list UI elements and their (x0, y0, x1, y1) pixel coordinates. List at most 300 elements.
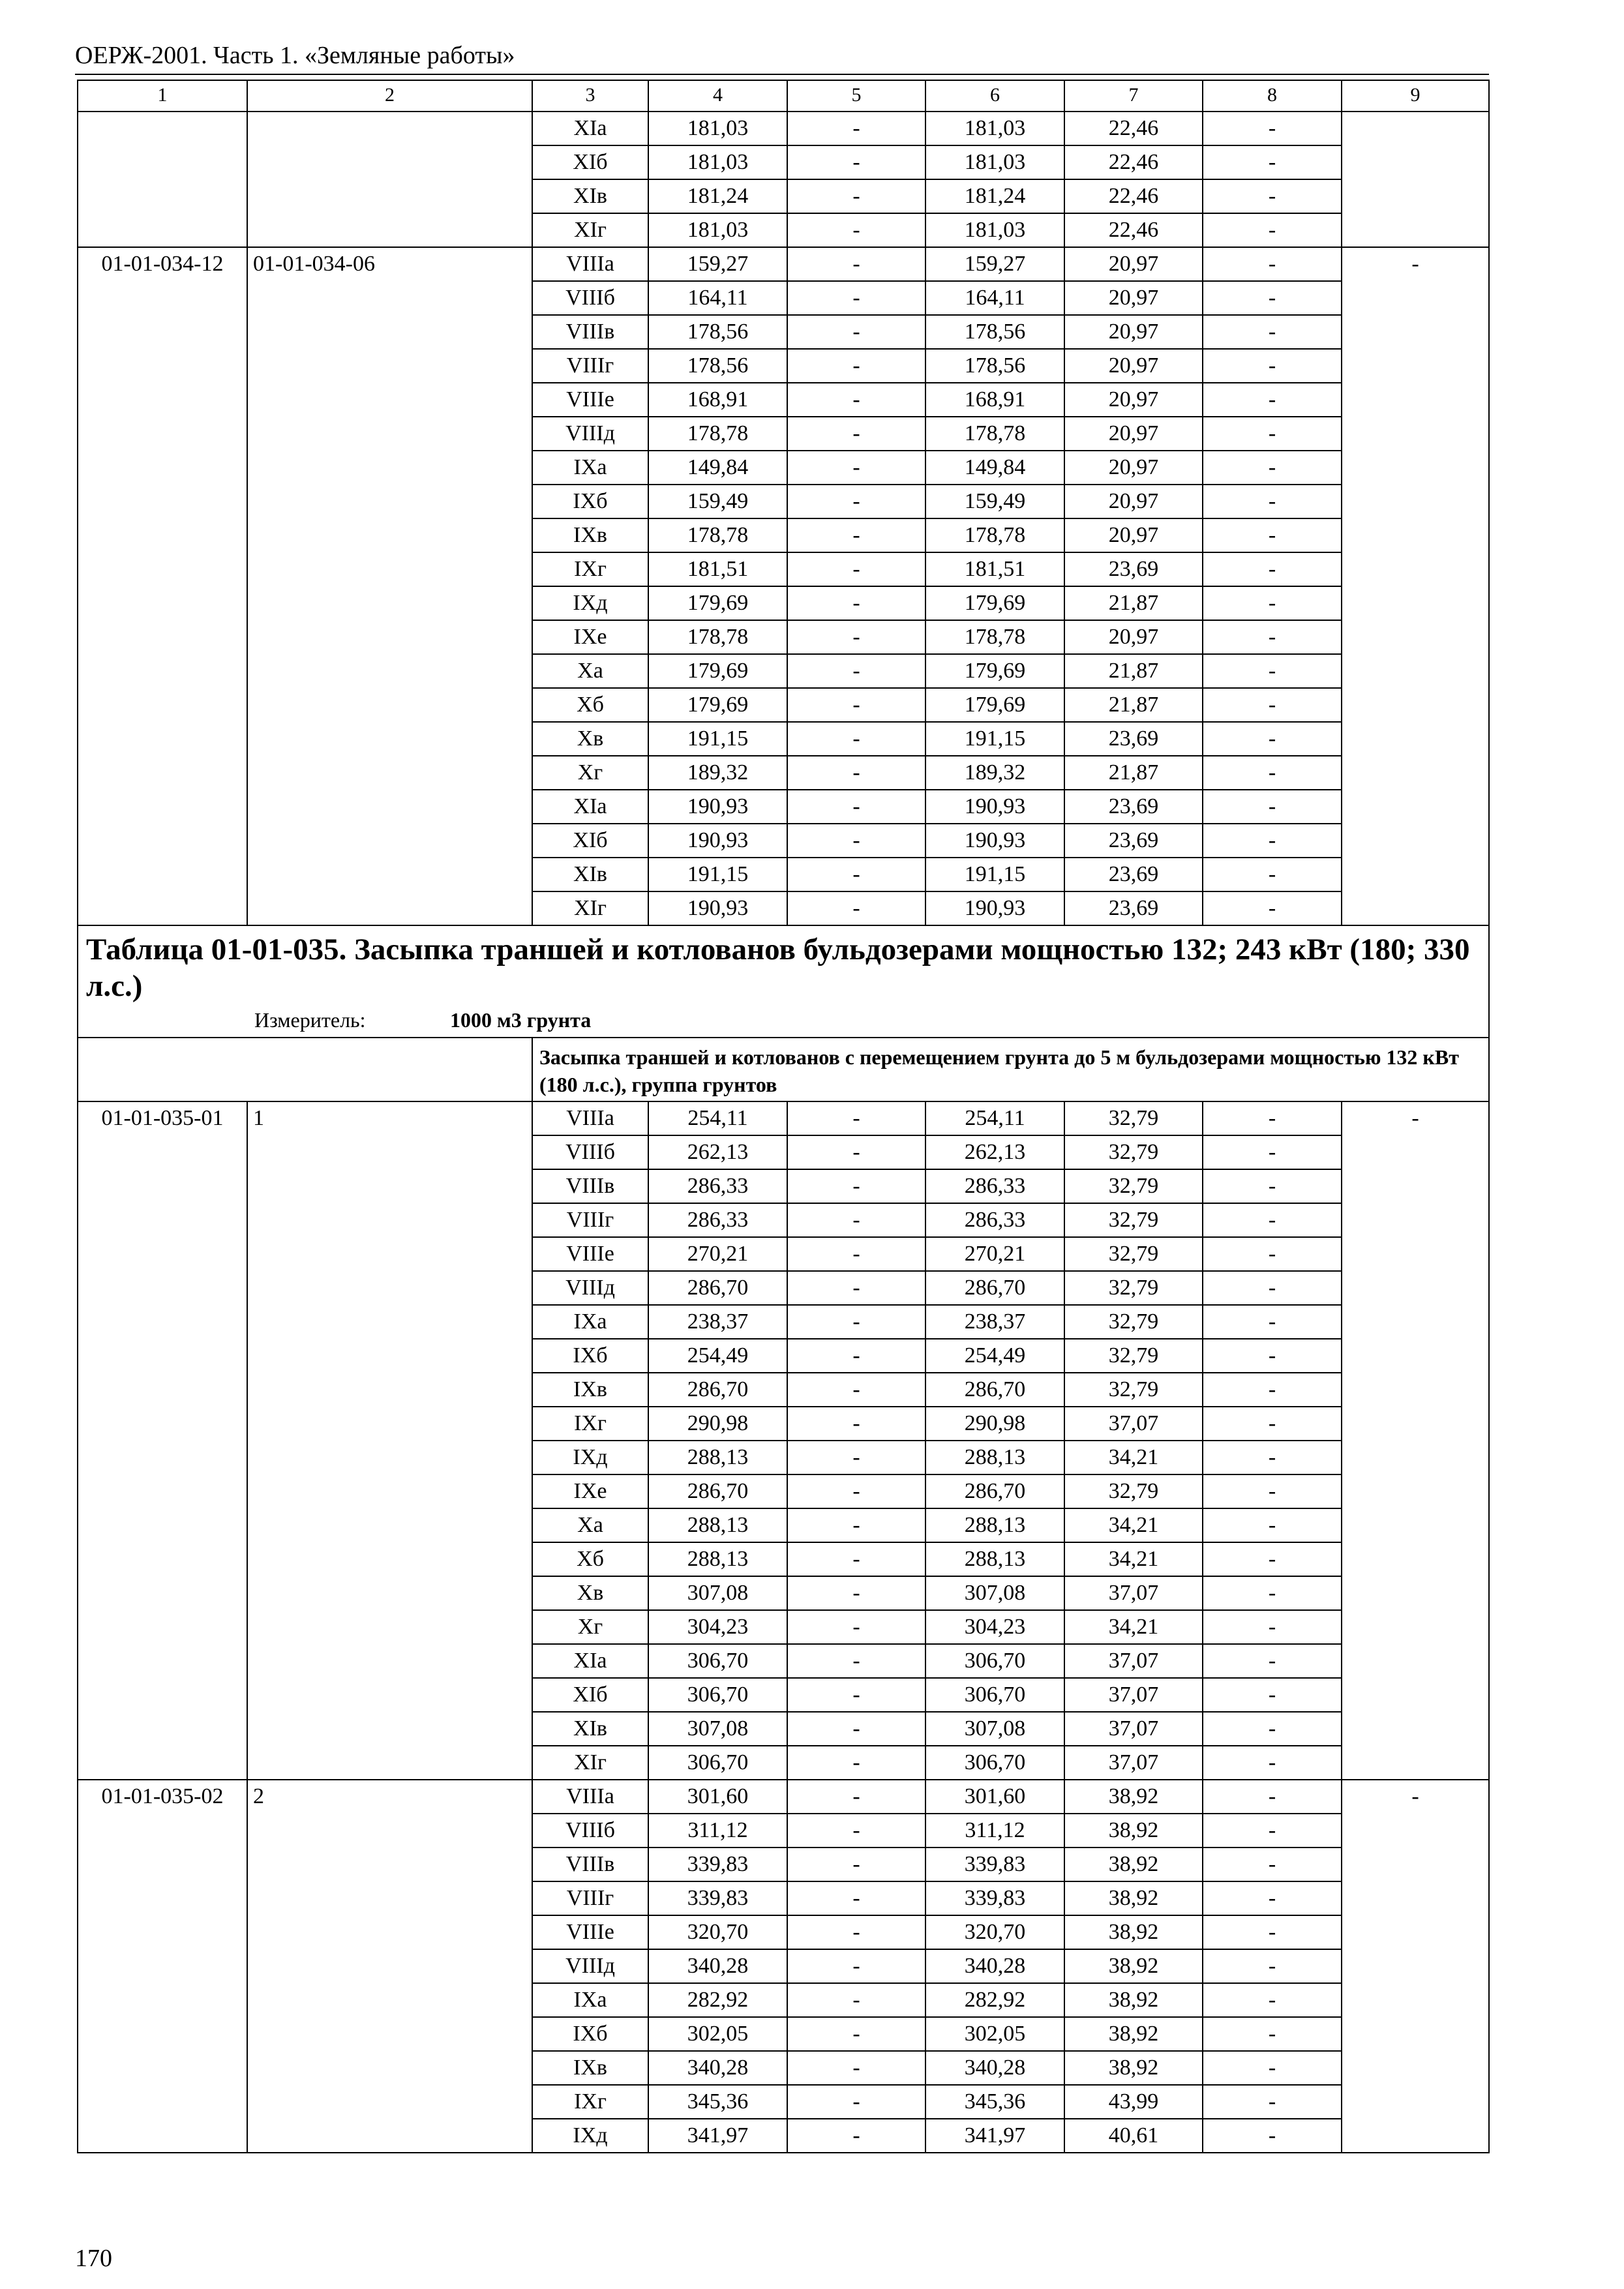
soil-group-cell: XIб (532, 824, 648, 858)
value-cell: - (1203, 1407, 1342, 1441)
value-cell: - (787, 688, 925, 722)
value-cell: - (1203, 417, 1342, 451)
column-number: 4 (648, 80, 787, 112)
column-9-cell: - (1342, 1780, 1489, 2153)
soil-group-cell: IXе (532, 1474, 648, 1508)
soil-group-cell: IXб (532, 2017, 648, 2051)
value-cell: 159,27 (648, 247, 787, 281)
value-cell: 38,92 (1064, 1848, 1203, 1881)
value-cell: 301,60 (925, 1780, 1064, 1814)
value-cell: 37,07 (1064, 1712, 1203, 1746)
soil-group-cell: Xг (532, 1610, 648, 1644)
value-cell: 254,49 (925, 1339, 1064, 1373)
value-cell: 159,27 (925, 247, 1064, 281)
value-cell: 190,93 (648, 824, 787, 858)
value-cell: 189,32 (925, 756, 1064, 790)
value-cell: - (1203, 756, 1342, 790)
value-cell: 341,97 (648, 2119, 787, 2153)
value-cell: - (787, 1339, 925, 1373)
value-cell: - (1203, 1949, 1342, 1983)
reference-cell: 2 (247, 1780, 532, 2153)
value-cell: 20,97 (1064, 417, 1203, 451)
value-cell: - (787, 858, 925, 891)
value-cell: - (787, 1915, 925, 1949)
header-rule (75, 74, 1489, 75)
value-cell: 38,92 (1064, 1949, 1203, 1983)
soil-group-cell: XIв (532, 858, 648, 891)
soil-group-cell: XIа (532, 1644, 648, 1678)
value-cell: 159,49 (925, 485, 1064, 518)
value-cell: 178,78 (925, 518, 1064, 552)
value-cell: 286,70 (925, 1474, 1064, 1508)
value-cell: 181,24 (648, 179, 787, 213)
value-cell: - (1203, 1203, 1342, 1237)
column-9-cell: - (1342, 247, 1489, 925)
value-cell: 178,56 (648, 349, 787, 383)
value-cell: 149,84 (925, 451, 1064, 485)
column-9-cell (1342, 112, 1489, 247)
value-cell: 254,11 (925, 1101, 1064, 1135)
value-cell: 168,91 (925, 383, 1064, 417)
value-cell: - (1203, 1542, 1342, 1576)
value-cell: 307,08 (925, 1712, 1064, 1746)
value-cell: 288,13 (925, 1508, 1064, 1542)
soil-group-cell: IXа (532, 1983, 648, 2017)
value-cell: 20,97 (1064, 485, 1203, 518)
soil-group-cell: VIIIе (532, 1915, 648, 1949)
value-cell: - (1203, 2051, 1342, 2085)
value-cell: - (787, 654, 925, 688)
soil-group-cell: VIIIб (532, 1814, 648, 1848)
column-number: 5 (787, 80, 925, 112)
value-cell: 286,70 (925, 1271, 1064, 1305)
value-cell: 288,13 (648, 1441, 787, 1474)
value-cell: - (787, 1441, 925, 1474)
value-cell: - (787, 451, 925, 485)
value-cell: - (1203, 1780, 1342, 1814)
value-cell: 307,08 (648, 1712, 787, 1746)
value-cell: - (1203, 281, 1342, 315)
value-cell: 341,97 (925, 2119, 1064, 2153)
value-cell: 38,92 (1064, 1915, 1203, 1949)
value-cell: 286,33 (925, 1203, 1064, 1237)
soil-group-cell: IXб (532, 1339, 648, 1373)
soil-group-cell: IXд (532, 586, 648, 620)
value-cell: 190,93 (648, 891, 787, 925)
value-cell: - (1203, 1983, 1342, 2017)
value-cell: - (1203, 1746, 1342, 1780)
value-cell: - (787, 824, 925, 858)
value-cell: 20,97 (1064, 247, 1203, 281)
value-cell: 178,78 (648, 518, 787, 552)
rates-table (77, 80, 1490, 2153)
value-cell: 43,99 (1064, 2085, 1203, 2119)
soil-group-cell: VIIIг (532, 1203, 648, 1237)
rate-code-cell: 01-01-035-02 (78, 1780, 247, 2153)
value-cell: 32,79 (1064, 1101, 1203, 1135)
value-cell: 22,46 (1064, 213, 1203, 247)
value-cell: - (1203, 1474, 1342, 1508)
value-cell: 181,24 (925, 179, 1064, 213)
value-cell: - (1203, 383, 1342, 417)
value-cell: - (787, 145, 925, 179)
value-cell: 340,28 (925, 2051, 1064, 2085)
value-cell: 20,97 (1064, 315, 1203, 349)
value-cell: - (787, 383, 925, 417)
table-body (78, 80, 1489, 2153)
soil-group-cell: IXа (532, 1305, 648, 1339)
value-cell: 302,05 (648, 2017, 787, 2051)
value-cell: 22,46 (1064, 112, 1203, 145)
soil-group-cell: Xв (532, 722, 648, 756)
value-cell: - (1203, 518, 1342, 552)
value-cell: - (787, 1305, 925, 1339)
value-cell: - (787, 1610, 925, 1644)
value-cell: - (787, 756, 925, 790)
value-cell: 301,60 (648, 1780, 787, 1814)
value-cell: 286,70 (648, 1373, 787, 1407)
value-cell: 37,07 (1064, 1407, 1203, 1441)
value-cell: 23,69 (1064, 824, 1203, 858)
soil-group-cell: IXг (532, 1407, 648, 1441)
value-cell: - (1203, 654, 1342, 688)
unit-of-measure (86, 1004, 1481, 1034)
soil-group-cell: Xб (532, 688, 648, 722)
value-cell: - (1203, 552, 1342, 586)
value-cell: - (1203, 1814, 1342, 1848)
value-cell: - (787, 1135, 925, 1169)
value-cell: 40,61 (1064, 2119, 1203, 2153)
value-cell: 189,32 (648, 756, 787, 790)
soil-group-cell: XIв (532, 1712, 648, 1746)
value-cell: 181,03 (648, 112, 787, 145)
value-cell: 340,28 (648, 2051, 787, 2085)
value-cell: 159,49 (648, 485, 787, 518)
soil-group-cell: VIIIе (532, 1237, 648, 1271)
value-cell: 181,51 (648, 552, 787, 586)
page-number: 170 (75, 2245, 112, 2272)
soil-group-cell: VIIIд (532, 1949, 648, 1983)
value-cell: - (1203, 722, 1342, 756)
value-cell: - (1203, 1881, 1342, 1915)
value-cell: - (1203, 179, 1342, 213)
value-cell: 286,33 (648, 1169, 787, 1203)
value-cell: 270,21 (648, 1237, 787, 1271)
value-cell: 21,87 (1064, 654, 1203, 688)
value-cell: 254,49 (648, 1339, 787, 1373)
table-title-cell (78, 925, 1489, 1038)
value-cell: - (787, 1508, 925, 1542)
value-cell: - (1203, 688, 1342, 722)
soil-group-cell: VIIIг (532, 349, 648, 383)
value-cell: 286,70 (925, 1373, 1064, 1407)
value-cell: - (787, 2017, 925, 2051)
table-title: Таблица 01-01-035. Засыпка траншей и котлованов бульдозерами мощностью 132; 243 кВт (180; 330 л.с.) (86, 933, 1470, 1003)
value-cell: - (1203, 790, 1342, 824)
value-cell: - (1203, 1678, 1342, 1712)
reference-cell: 1 (247, 1101, 532, 1780)
value-cell: 20,97 (1064, 518, 1203, 552)
value-cell: - (1203, 1101, 1342, 1135)
value-cell: 190,93 (925, 790, 1064, 824)
table-row (78, 1780, 1489, 1814)
value-cell: 181,03 (648, 213, 787, 247)
value-cell: 179,69 (925, 586, 1064, 620)
soil-group-cell: IXа (532, 451, 648, 485)
column-number: 9 (1342, 80, 1489, 112)
value-cell: - (1203, 620, 1342, 654)
soil-group-cell: VIIIд (532, 417, 648, 451)
value-cell: - (787, 1169, 925, 1203)
soil-group-cell: Xв (532, 1576, 648, 1610)
soil-group-cell: VIIIа (532, 1101, 648, 1135)
value-cell: 306,70 (648, 1746, 787, 1780)
value-cell: 149,84 (648, 451, 787, 485)
value-cell: - (1203, 349, 1342, 383)
value-cell: 339,83 (648, 1881, 787, 1915)
soil-group-cell: VIIIа (532, 1780, 648, 1814)
value-cell: 23,69 (1064, 552, 1203, 586)
value-cell: 164,11 (925, 281, 1064, 315)
value-cell: 23,69 (1064, 722, 1203, 756)
table-row (78, 112, 1489, 145)
value-cell: 307,08 (648, 1576, 787, 1610)
soil-group-cell: IXг (532, 552, 648, 586)
value-cell: - (1203, 1915, 1342, 1949)
running-header: ОЕРЖ-2001. Часть 1. «Земляные работы» (75, 42, 515, 69)
value-cell: 181,03 (925, 145, 1064, 179)
value-cell: - (787, 1644, 925, 1678)
value-cell: - (1203, 451, 1342, 485)
value-cell: - (787, 790, 925, 824)
value-cell: 32,79 (1064, 1474, 1203, 1508)
value-cell: 340,28 (648, 1949, 787, 1983)
value-cell: 320,70 (648, 1915, 787, 1949)
value-cell: - (1203, 586, 1342, 620)
value-cell: 38,92 (1064, 1814, 1203, 1848)
value-cell: - (1203, 112, 1342, 145)
value-cell: - (787, 518, 925, 552)
soil-group-cell: IXв (532, 1373, 648, 1407)
value-cell: 286,70 (648, 1271, 787, 1305)
value-cell: 20,97 (1064, 383, 1203, 417)
soil-group-cell: XIг (532, 213, 648, 247)
value-cell: 178,78 (925, 417, 1064, 451)
value-cell: 38,92 (1064, 2051, 1203, 2085)
value-cell: 290,98 (925, 1407, 1064, 1441)
value-cell: - (1203, 1712, 1342, 1746)
rate-code-cell: 01-01-035-01 (78, 1101, 247, 1780)
value-cell: 345,36 (925, 2085, 1064, 2119)
value-cell: 339,83 (648, 1848, 787, 1881)
soil-group-cell: Xа (532, 654, 648, 688)
value-cell: - (787, 1203, 925, 1237)
value-cell: 32,79 (1064, 1203, 1203, 1237)
value-cell: 254,11 (648, 1101, 787, 1135)
value-cell: 38,92 (1064, 1983, 1203, 2017)
value-cell: 32,79 (1064, 1373, 1203, 1407)
value-cell: 20,97 (1064, 620, 1203, 654)
soil-group-cell: VIIIд (532, 1271, 648, 1305)
value-cell: 178,56 (925, 315, 1064, 349)
value-cell: - (787, 1949, 925, 1983)
unit-value: 1000 м3 грунта (450, 1008, 592, 1032)
value-cell: 311,12 (925, 1814, 1064, 1848)
value-cell: - (787, 552, 925, 586)
section-subtitle: Засыпка траншей и котлованов с перемещением грунта до 5 м бульдозерами мощностью 132 кВт (180 л.с.), группа грунтов (532, 1038, 1489, 1101)
value-cell: 307,08 (925, 1576, 1064, 1610)
value-cell: - (787, 1474, 925, 1508)
soil-group-cell: VIIIв (532, 315, 648, 349)
soil-group-cell: IXв (532, 2051, 648, 2085)
value-cell: 282,92 (648, 1983, 787, 2017)
value-cell: - (1203, 1339, 1342, 1373)
value-cell: 37,07 (1064, 1576, 1203, 1610)
value-cell: 181,51 (925, 552, 1064, 586)
value-cell: 20,97 (1064, 281, 1203, 315)
value-cell: 191,15 (648, 858, 787, 891)
value-cell: 32,79 (1064, 1237, 1203, 1271)
value-cell: 190,93 (925, 891, 1064, 925)
soil-group-cell: XIа (532, 112, 648, 145)
rate-code-cell (78, 112, 247, 247)
value-cell: - (787, 315, 925, 349)
soil-group-cell: IXб (532, 485, 648, 518)
section-subtitle-row (78, 1038, 1489, 1101)
column-number: 3 (532, 80, 648, 112)
value-cell: 262,13 (925, 1135, 1064, 1169)
value-cell: 38,92 (1064, 2017, 1203, 2051)
soil-group-cell: IXд (532, 1441, 648, 1474)
value-cell: - (1203, 145, 1342, 179)
value-cell: 191,15 (648, 722, 787, 756)
value-cell: - (1203, 1610, 1342, 1644)
value-cell: - (1203, 315, 1342, 349)
value-cell: - (787, 2119, 925, 2153)
value-cell: - (1203, 1169, 1342, 1203)
column-number: 2 (247, 80, 532, 112)
value-cell: 178,78 (648, 620, 787, 654)
soil-group-cell: XIа (532, 790, 648, 824)
value-cell: - (1203, 2017, 1342, 2051)
value-cell: - (1203, 485, 1342, 518)
value-cell: 23,69 (1064, 790, 1203, 824)
column-9-cell: - (1342, 1101, 1489, 1780)
value-cell: - (1203, 1508, 1342, 1542)
soil-group-cell: VIIIв (532, 1848, 648, 1881)
value-cell: 191,15 (925, 858, 1064, 891)
unit-label: Измеритель: (254, 1008, 366, 1032)
value-cell: 286,33 (925, 1169, 1064, 1203)
soil-group-cell: IXв (532, 518, 648, 552)
value-cell: 179,69 (648, 654, 787, 688)
value-cell: 38,92 (1064, 1780, 1203, 1814)
value-cell: 164,11 (648, 281, 787, 315)
soil-group-cell: XIб (532, 1678, 648, 1712)
value-cell: 306,70 (648, 1678, 787, 1712)
value-cell: - (787, 1848, 925, 1881)
soil-group-cell: Xг (532, 756, 648, 790)
value-cell: 345,36 (648, 2085, 787, 2119)
value-cell: 286,70 (648, 1474, 787, 1508)
value-cell: - (787, 1373, 925, 1407)
value-cell: 20,97 (1064, 451, 1203, 485)
value-cell: - (787, 2051, 925, 2085)
value-cell: - (787, 1542, 925, 1576)
value-cell: 304,23 (648, 1610, 787, 1644)
column-number: 1 (78, 80, 247, 112)
soil-group-cell: XIг (532, 891, 648, 925)
value-cell: - (787, 1780, 925, 1814)
table-title-row (78, 925, 1489, 1038)
value-cell: 306,70 (925, 1644, 1064, 1678)
soil-group-cell: VIIIб (532, 1135, 648, 1169)
value-cell: 190,93 (648, 790, 787, 824)
soil-group-cell: VIIIе (532, 383, 648, 417)
value-cell: - (1203, 1576, 1342, 1610)
value-cell: - (787, 1678, 925, 1712)
soil-group-cell: Xа (532, 1508, 648, 1542)
value-cell: - (787, 620, 925, 654)
value-cell: - (1203, 213, 1342, 247)
column-number: 8 (1203, 80, 1342, 112)
value-cell: 20,97 (1064, 349, 1203, 383)
soil-group-cell: Xб (532, 1542, 648, 1576)
soil-group-cell: XIб (532, 145, 648, 179)
value-cell: 32,79 (1064, 1305, 1203, 1339)
value-cell: 288,13 (648, 1542, 787, 1576)
value-cell: - (1203, 1373, 1342, 1407)
value-cell: 21,87 (1064, 688, 1203, 722)
table-row (78, 247, 1489, 281)
value-cell: 34,21 (1064, 1508, 1203, 1542)
value-cell: - (787, 1576, 925, 1610)
value-cell: 38,92 (1064, 1881, 1203, 1915)
soil-group-cell: IXд (532, 2119, 648, 2153)
value-cell: 32,79 (1064, 1135, 1203, 1169)
value-cell: 37,07 (1064, 1678, 1203, 1712)
value-cell: 181,03 (925, 213, 1064, 247)
value-cell: 339,83 (925, 1848, 1064, 1881)
value-cell: 32,79 (1064, 1339, 1203, 1373)
value-cell: - (787, 2085, 925, 2119)
value-cell: 32,79 (1064, 1271, 1203, 1305)
value-cell: 179,69 (648, 688, 787, 722)
soil-group-cell: IXе (532, 620, 648, 654)
column-number: 6 (925, 80, 1064, 112)
value-cell: - (1203, 1237, 1342, 1271)
soil-group-cell: VIIIб (532, 281, 648, 315)
value-cell: - (787, 586, 925, 620)
value-cell: 37,07 (1064, 1746, 1203, 1780)
value-cell: 290,98 (648, 1407, 787, 1441)
value-cell: - (787, 1271, 925, 1305)
soil-group-cell: VIIIг (532, 1881, 648, 1915)
value-cell: 339,83 (925, 1881, 1064, 1915)
value-cell: 23,69 (1064, 891, 1203, 925)
soil-group-cell: VIIIа (532, 247, 648, 281)
value-cell: - (787, 1237, 925, 1271)
value-cell: - (787, 179, 925, 213)
value-cell: 306,70 (925, 1678, 1064, 1712)
value-cell: - (1203, 247, 1342, 281)
value-cell: - (787, 1881, 925, 1915)
value-cell: - (787, 1814, 925, 1848)
value-cell: 191,15 (925, 722, 1064, 756)
soil-group-cell: XIв (532, 179, 648, 213)
value-cell: 179,69 (925, 688, 1064, 722)
value-cell: 181,03 (648, 145, 787, 179)
